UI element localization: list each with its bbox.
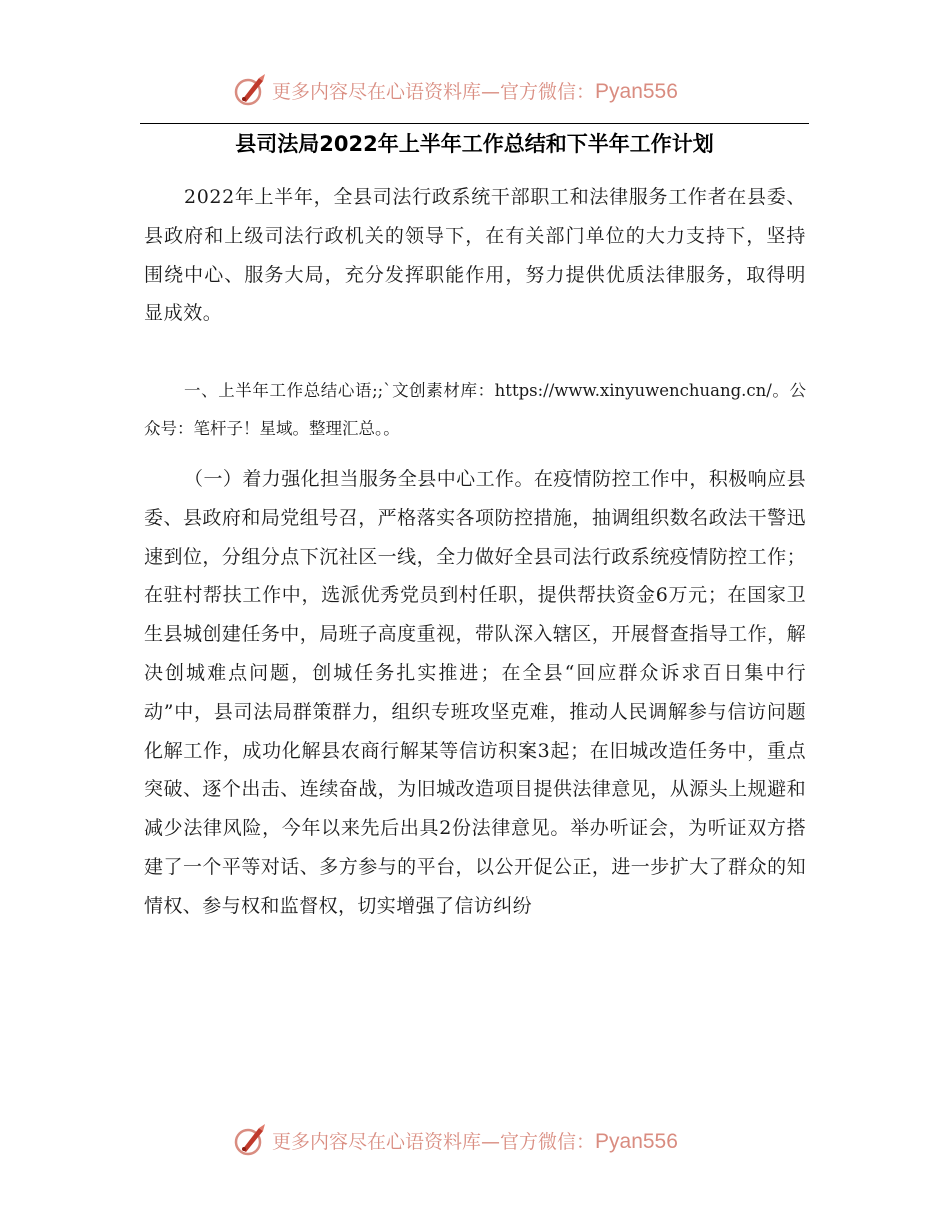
quill-pen-logo-icon <box>232 72 268 108</box>
wechat-id: Pyan556 <box>595 79 678 103</box>
document-title: 县司法局2022年上半年工作总结和下半年工作计划 <box>235 132 714 156</box>
banner-text: 更多内容尽在心语资料库—官方微信：Pyan556 <box>272 1129 678 1153</box>
banner-text: 更多内容尽在心语资料库—官方微信：Pyan556 <box>272 79 678 103</box>
title-rule <box>140 123 809 124</box>
quill-pen-logo-icon <box>232 1122 268 1158</box>
paragraph-body: （一）着力强化担当服务全县中心工作。在疫情防控工作中，积极响应县委、县政府和局党组号召，严格落实各项防控措施，抽调组织数名政法干警迅速到位，分组分点下沉社区一线，全力做好全县司法行政系统疫情防控工作；在驻村帮扶工作中，选派优秀党员到村任职，提供帮扶资金6万元；在国家卫生县城创建任务中，局班子高度重视，带队深入辖区，开展督查指导工作，解决创城难点问题，创城任务扎实推进；在全县“回应群众诉求百日集中行动”中，县司法局群策群力，组织专班攻坚克难，推动人民调解参与信访问题化解工作，成功化解县农商行解某等信访积案3起；在旧城改造任务中，重点突破、逐个出击、连续奋战，为旧城改造项目提供法律意见，从源头上规避和减少法律风险，今年以来先后出具2份法律意见。举办听证会，为听证双方搭建了一个平等对话、多方参与的平台，以公开促公正，进一步扩大了群众的知情权、参与权和监督权，切实增强了信访纠纷 <box>144 468 806 917</box>
paragraph-section-heading: 一、上半年工作总结心语;;`文创素材库：https://www.xinyuwenchuang.cn/。公众号：笔杆子！星域。整理汇总。。 <box>144 381 806 438</box>
paragraph-intro: 2022年上半年，全县司法行政系统干部职工和法律服务工作者在县委、县政府和上级司法行政机关的领导下，在有关部门单位的大力支持下，坚持围绕中心、服务大局，充分发挥职能作用，努力提供优质法律服务，取得明显成效。 <box>144 186 806 325</box>
header-banner <box>232 70 678 110</box>
wechat-id: Pyan556 <box>595 1129 678 1153</box>
footer-banner <box>232 1120 678 1160</box>
